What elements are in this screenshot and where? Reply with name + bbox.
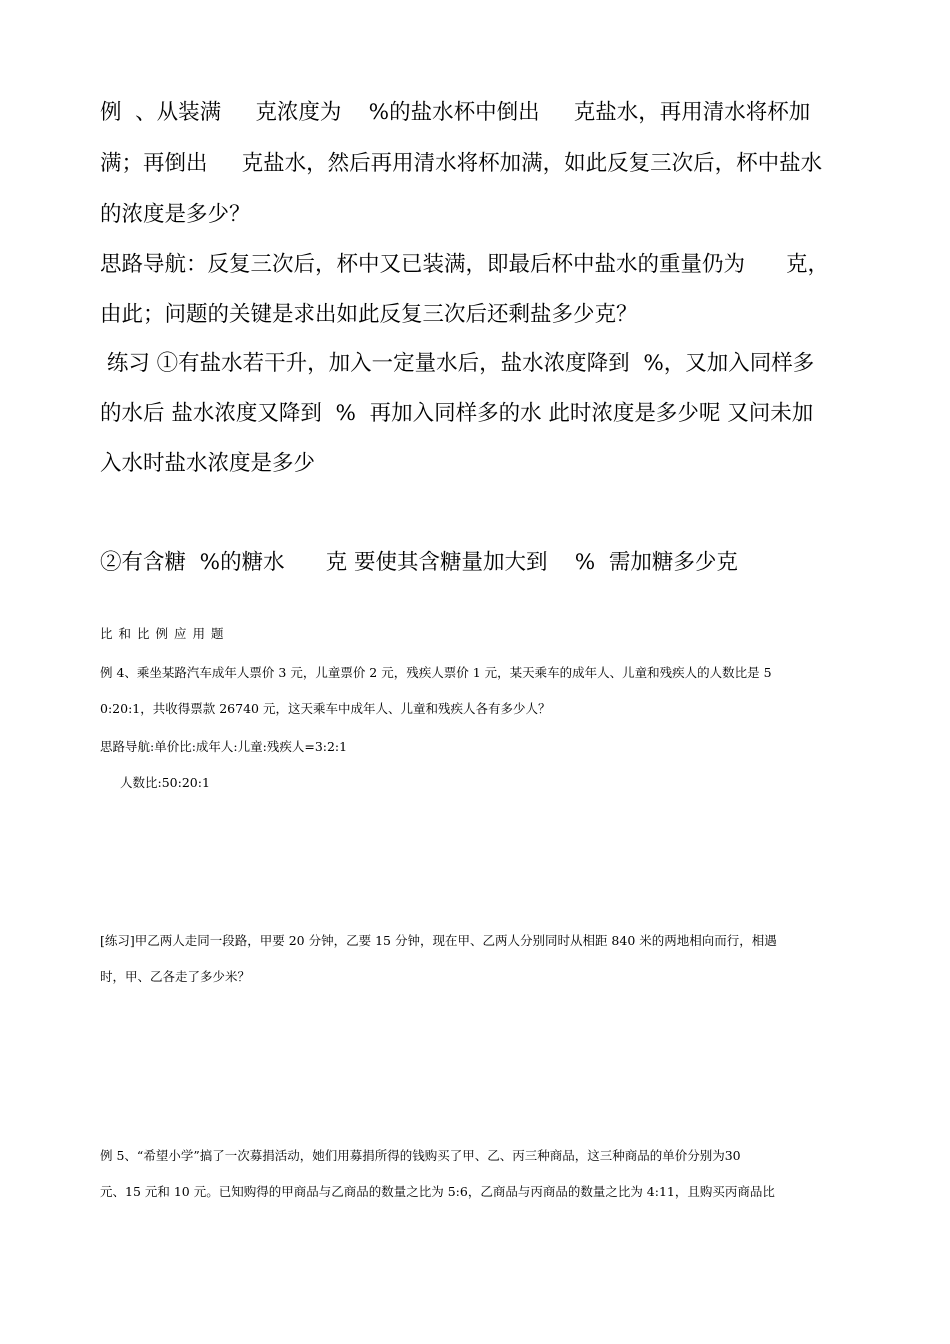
section-title: 比和比例应用题 bbox=[100, 626, 230, 641]
example5-line1: 例 5、“希望小学”搞了一次募捐活动，她们用募捐所得的钱购买了甲、乙、丙三种商品，这三种商品的单价分别为30 bbox=[100, 1148, 741, 1163]
example5-line2: 元、15 元和 10 元。已知购得的甲商品与乙商品的数量之比为 5:6，乙商品与丙商品的数量之比为 4:11，且购买丙商品比 bbox=[100, 1184, 775, 1199]
text-line: 的水后 盐水浓度又降到 % 再加入同样多的水 此时浓度是多少呢 又问未加 bbox=[100, 401, 814, 426]
text-line: 思路导航：反复三次后，杯中又已装满，即最后杯中盐水的重量仍为 克， bbox=[100, 252, 830, 277]
example4-ratio: 人数比:50:20:1 bbox=[120, 775, 210, 790]
text-line: 由此；问题的关键是求出如此反复三次后还剩盐多少克？ bbox=[100, 302, 638, 327]
text-line: 入水时盐水浓度是多少 bbox=[100, 451, 316, 476]
text-line: 例 、从装满 克浓度为 %的盐水杯中倒出 克盐水，再用清水将杯加 bbox=[100, 100, 811, 125]
example4-line2: 0:20:1，共收得票款 26740 元，这天乘车中成年人、儿童和残疾人各有多少人？ bbox=[100, 701, 551, 716]
text-line: ②有含糖 %的糖水 克 要使其含糖量加大到 % 需加糖多少克 bbox=[100, 550, 738, 575]
text-line: 练习 ①有盐水若干升，加入一定量水后，盐水浓度降到 %，又加入同样多 bbox=[100, 351, 815, 376]
text-line: 的浓度是多少？ bbox=[100, 202, 251, 227]
practice-line2: 时，甲、乙各走了多少米？ bbox=[100, 969, 251, 984]
example4-hint: 思路导航:单价比:成年人:儿童:残疾人=3:2:1 bbox=[100, 739, 348, 754]
practice-line1: [练习]甲乙两人走同一段路，甲要 20 分钟，乙要 15 分钟，现在甲、乙两人分别同时从相距 840 米的两地相向而行，相遇 bbox=[100, 933, 777, 948]
text-line: 满；再倒出 克盐水，然后再用清水将杯加满，如此反复三次后，杯中盐水 bbox=[100, 151, 823, 176]
example4-line1: 例 4、乘坐某路汽车成年人票价 3 元，儿童票价 2 元，残疾人票价 1 元，某天乘车的成年人、儿童和残疾人的人数比是 5 bbox=[100, 665, 772, 680]
